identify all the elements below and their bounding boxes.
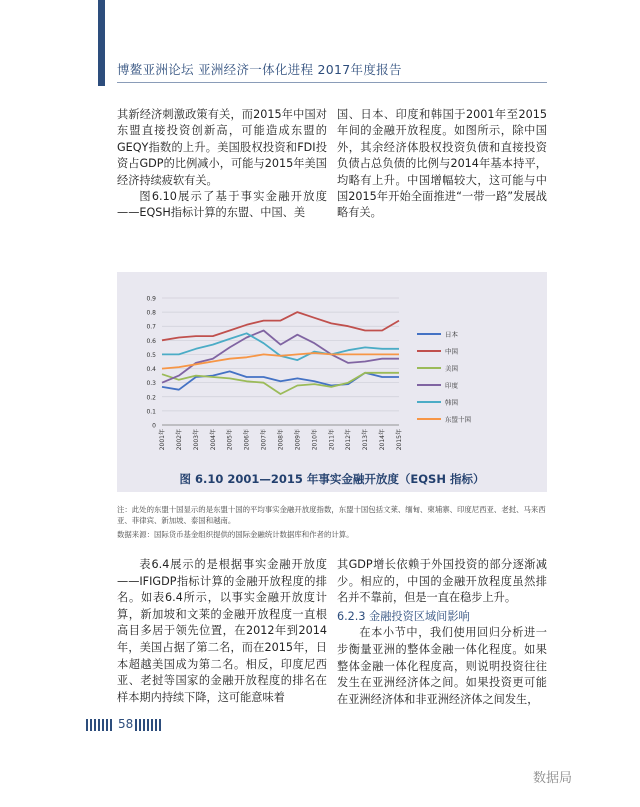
y-tick-label: 0.8 [146,309,156,317]
paragraph: 国、日本、印度和韩国于2001年至2015年间的金融开放程度。如图所示，除中国外，其余经济体股权投资负债和直接投资负债占总负债的比例与2014年基本持平，均略有上升。中国增幅较大，这可能与中国2015年开始全面推进“一带一路”发展战略有关。 [337,108,547,220]
y-tick-label: 0.5 [146,351,156,359]
x-tick-label: 2004年 [209,429,217,451]
x-tick-label: 2001年 [159,429,166,451]
legend-label: 中国 [445,347,458,356]
paragraph: 表6.4展示的是根据事实金融开放度——IFIGDP指标计算的金融开放程度的排名。如表6.4所示，以事实金融开放度计算，新加坡和文莱的金融开放程度一直根高目多居于领先位置，在2012年到2014年，美国占据了第二名，而在2015年，日本超越美国成为第二名。相反，印度尼西亚、老挝等国家的金融开放程度的排名在样本期内持续下降，这可能意味着 [117,558,327,704]
x-tick-label: 2006年 [243,429,251,451]
paragraph: 其新经济刺激政策有关，而2015年中国对东盟直接投资创新高，可能造成东盟的GEQY指数的上升。美国股权投资和FDI投资占GDP的比例减小，可能与2015年美国经济持续疲软有关。 [117,108,327,187]
left-column-top [117,107,327,222]
y-tick-label: 0.2 [146,394,156,402]
header-divider [117,82,547,83]
y-tick-label: 0.7 [146,323,156,331]
line-chart [117,272,547,467]
x-tick-label: 2013年 [362,429,370,451]
right-column-bottom [337,557,547,708]
x-tick-label: 2009年 [294,429,302,451]
figure-note: 注：此处的东盟十国显示的是东盟十国的平均事实金融开放度指数，东盟十国包括文莱、缅甸、柬埔寨、印度尼西亚、老挝、马来西亚、菲律宾、新加坡、泰国和越南。 [117,505,546,525]
legend-label: 印度 [445,381,458,390]
y-tick-label: 0.4 [146,366,156,374]
x-tick-label: 2011年 [328,429,336,451]
right-column-top [337,107,547,222]
x-tick-label: 2003年 [192,429,200,451]
figure-caption: 图 6.10 2001—2015 年事实金融开放度（EQSH 指标） [179,472,485,486]
figure-source: 数据来源：国际货币基金组织提供的国际金融统计数据库和作者的计算。 [117,530,354,539]
legend-label: 美国 [445,364,458,373]
x-tick-label: 2002年 [175,429,183,451]
x-tick-label: 2012年 [345,429,353,451]
x-tick-label: 2008年 [277,429,285,451]
paragraph: 图6.10展示了基于事实金融开放度——EQSH指标计算的东盟、中国、美 [117,190,327,220]
x-tick-label: 2005年 [226,429,234,451]
legend-label: 日本 [445,330,458,339]
running-header-title: 博鳌亚洲论坛 亚洲经济一体化进程 2017年度报告 [117,62,402,77]
watermark-text: 数据局 [533,771,573,786]
y-tick-label: 0 [152,422,156,430]
x-tick-label: 2010年 [311,429,319,451]
page-number: 58 [118,717,134,731]
y-tick-label: 0.3 [146,380,156,388]
x-tick-label: 2015年 [396,429,403,451]
footer-bars-left [86,719,114,731]
x-tick-label: 2007年 [260,429,268,451]
y-tick-label: 0.9 [146,295,156,303]
chart-panel [117,272,547,492]
paragraph: 在本小节中，我们使用回归分析进一步衡量亚洲的整体金融一体化程度。如果整体金融一体化程度高，则说明投资往往发生在亚洲经济体之间。如果投资更可能在亚洲经济体和非亚洲经济体之间发生， [337,626,547,706]
x-tick-label: 2014年 [379,429,387,451]
section-heading: 6.2.3 金融投资区域间影响 [337,609,470,623]
y-tick-label: 0.1 [146,408,156,416]
legend-label: 韩国 [445,398,458,407]
y-tick-label: 0.6 [146,337,156,345]
footer-bars-right [135,719,163,731]
legend-label: 东盟十国 [445,415,471,424]
left-column-bottom [117,557,327,706]
paragraph: 其GDP增长依赖于外国投资的部分逐渐减少。相应的，中国的金融开放程度虽然排名并不靠前，但是一直在稳步上升。 [337,558,547,605]
header-spine-bar [98,0,105,86]
series-line-美国 [162,373,399,394]
